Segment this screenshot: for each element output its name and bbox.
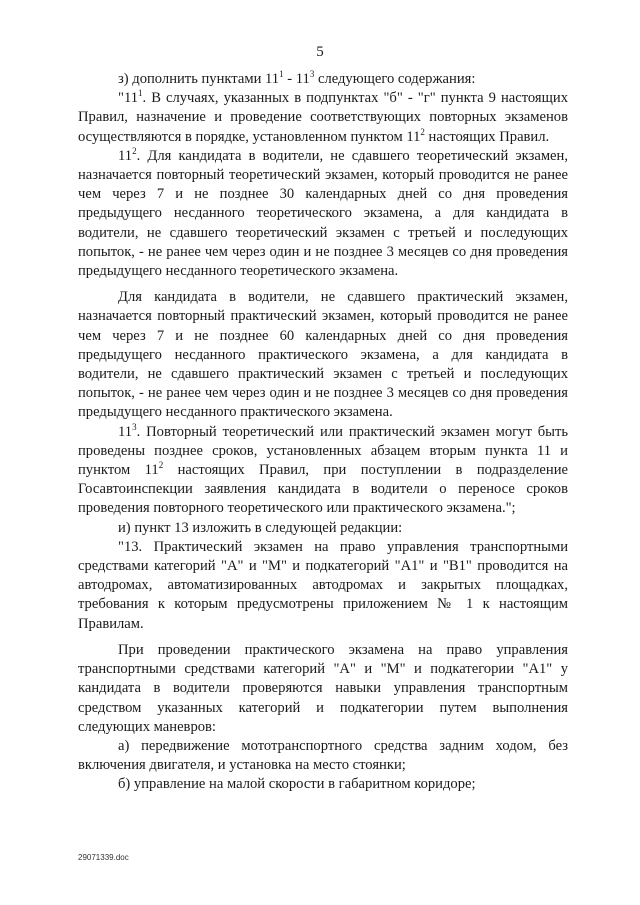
paragraph-p10 — [78, 775, 568, 794]
paragraph-text: "13. Практический экзамен на право управления транспортными средствами категорий "А" и "М" и подкатегорий "А1" и "В1" проводится на автодромах, автоматизированных автодромах и закрытых площадках, требования к которым предусмотрены приложением № 1 к настоящим Правилам. — [78, 538, 568, 632]
paragraph-text: настоящих Правил. — [424, 128, 550, 145]
paragraph-text: . В случаях, указанных в подпунктах "б" - "г" пункта 9 настоящих Правил, назначение и проведение соответствующих повторных экзаменов осуществляются в порядке, установленном пунктом 11 — [78, 90, 568, 145]
paragraph-text: 11 — [118, 147, 133, 164]
paragraph-p7 — [78, 538, 568, 634]
document-body — [78, 70, 568, 795]
paragraph-p6 — [78, 519, 568, 538]
superscript-index: 2 — [132, 145, 137, 156]
paragraph-text: 11 — [118, 423, 133, 440]
paragraph-p1 — [78, 70, 568, 89]
paragraph-p3 — [78, 147, 568, 281]
paragraph-p2 — [78, 89, 568, 147]
paragraph-text: "11 — [118, 90, 139, 107]
paragraph-text: следующего содержания: — [314, 71, 476, 87]
paragraph-text: Для кандидата в водители, не сдавшего практический экзамен, назначается повторный практический экзамен, который проводится не ранее чем через 7 и не позднее 60 календарных дней со дня проведения предыдущего несданного практического экзамена, а для кандидата в водители, не сдавшего практический экзамен с третьей и последующих попыток, - не ранее чем через один и не позднее 3 месяцев со дня проведения предыдущего несданного практического экзамена. — [78, 289, 568, 421]
paragraph-text: а) передвижение мототранспортного средства задним ходом, без включения двигателя, и установка на место стоянки; — [78, 737, 568, 774]
paragraph-p5 — [78, 423, 568, 519]
paragraph-p8 — [78, 641, 568, 737]
paragraph-p4 — [78, 288, 568, 422]
paragraph-text: з) дополнить пунктами 11 — [118, 71, 280, 87]
page-number: 5 — [316, 44, 324, 60]
paragraph-text: При проведении практического экзамена на право управления транспортными средствами категорий "А" и "М" и подкатегории "А1" у кандидата в водители проверяются навыки управления транспортным средством указанных категорий и подкатегории путем выполнения следующих маневров: — [78, 641, 568, 735]
paragraph-text: . Для кандидата в водители, не сдавшего теоретический экзамен, назначается повторный теоретический экзамен, который проводится не ранее чем через 7 и не позднее 30 календарных дней со дня проведения предыдущего несданного теоретического экзамена, а для кандидата в водители, не сдавшего теоретический экзамен с третьей и последующих попыток, - не ранее чем через один и не позднее 3 месяцев со дня проведения предыдущего несданного теоретического экзамена. — [78, 147, 568, 280]
paragraph-text: - 11 — [283, 71, 310, 87]
paragraph-text: б) управление на малой скорости в габаритном коридоре; — [118, 776, 476, 793]
paragraph-text: настоящих Правил, при поступлении в подразделение Госавтоинспекции заявления кандидата в водители о переносе сроков проведения повторного теоретического или практического экзамена."; — [78, 462, 568, 517]
superscript-index: 3 — [132, 421, 137, 432]
paragraph-p9 — [78, 737, 568, 775]
paragraph-text: . Повторный теоретический или практический экзамен могут быть проведены позднее сроков, установленных абзацем вторым пункта 11 и пунктом 11 — [78, 423, 568, 479]
superscript-index: 2 — [158, 460, 164, 471]
paragraph-text: и) пункт 13 изложить в следующей редакции: — [118, 519, 403, 536]
superscript-index: 3 — [309, 69, 315, 79]
superscript-index: 1 — [279, 69, 284, 79]
superscript-index: 1 — [138, 88, 143, 99]
document-file-code: 29071339.doc — [78, 853, 129, 862]
superscript-index: 2 — [420, 126, 425, 137]
